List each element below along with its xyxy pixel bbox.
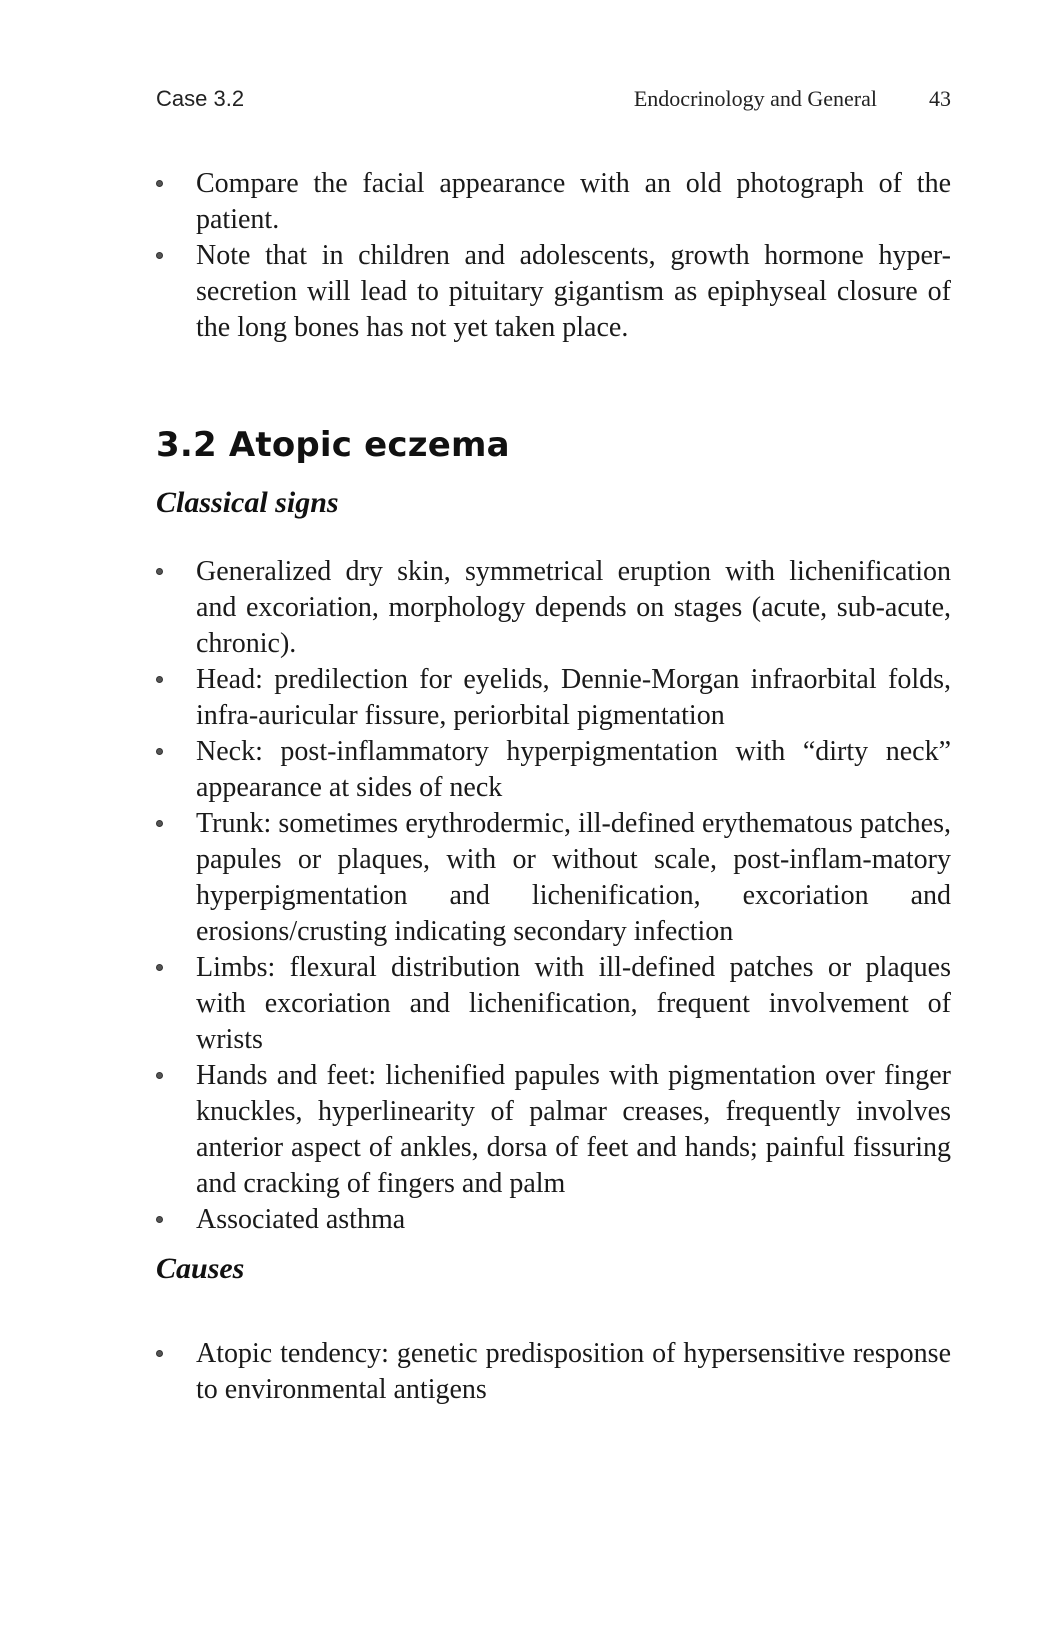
- list-item-text: Hands and feet: lichenified papules with pigmentation over finger knuckles, hyperlinearity of palmar creases, frequently involves anterior aspect of ankles, dorsa of feet and hands; painful fissuring and cracking of fingers and palm: [196, 1060, 951, 1199]
- list-item-text: Associated asthma: [196, 1204, 406, 1235]
- list-item-text: Note that in children and adolescents, growth hormone hyper-secretion will lead to pituitary gigantism as epiphyseal closure of the long bones has not yet taken place.: [196, 240, 951, 343]
- list-item-text: Neck: post-inflammatory hyperpigmentation with “dirty neck” appearance at sides of neck: [196, 736, 951, 803]
- bullet-icon: [156, 820, 163, 827]
- classical-signs-list: [156, 554, 951, 1238]
- list-item: [156, 1336, 951, 1408]
- list-item: [156, 1202, 951, 1238]
- bullet-icon: [156, 252, 163, 259]
- list-item: [156, 166, 951, 238]
- list-item-text: Trunk: sometimes erythrodermic, ill-defined erythematous patches, papules or plaques, with or without scale, post-inflam-matory hyperpigmentation and lichenification, excoriation and erosions/crusting indicating secondary infection: [196, 808, 951, 947]
- list-item-text: Atopic tendency: genetic predisposition of hypersensitive response to environmental antigens: [196, 1338, 951, 1405]
- list-item-text: Generalized dry skin, symmetrical eruption with lichenification and excoriation, morphology depends on stages (acute, sub-acute, chronic).: [196, 556, 951, 659]
- causes-heading: Causes: [156, 1252, 245, 1285]
- list-item-text: Limbs: flexural distribution with ill-defined patches or plaques with excoriation and lichenification, frequent involvement of wrists: [196, 952, 951, 1055]
- list-item: [156, 554, 951, 662]
- case-label: Case 3.2: [156, 86, 245, 111]
- intro-bullet-list: [156, 166, 951, 346]
- list-item: [156, 238, 951, 346]
- bullet-icon: [156, 676, 163, 683]
- bullet-icon: [156, 180, 163, 187]
- causes-list: [156, 1336, 951, 1408]
- bullet-icon: [156, 1216, 163, 1223]
- list-item: [156, 662, 951, 734]
- running-header: [156, 86, 951, 122]
- list-item: [156, 1058, 951, 1202]
- list-item: [156, 806, 951, 950]
- list-item: [156, 950, 951, 1058]
- bullet-icon: [156, 748, 163, 755]
- chapter-title: Endocrinology and General: [633, 86, 877, 111]
- section-title: 3.2 Atopic eczema: [156, 425, 510, 465]
- bullet-icon: [156, 568, 163, 575]
- page-number: 43: [929, 86, 951, 111]
- bullet-icon: [156, 1350, 163, 1357]
- bullet-icon: [156, 964, 163, 971]
- classical-signs-heading: Classical signs: [156, 486, 339, 519]
- bullet-icon: [156, 1072, 163, 1079]
- list-item-text: Head: predilection for eyelids, Dennie-Morgan infraorbital folds, infra-auricular fissure, periorbital pigmentation: [196, 664, 951, 731]
- list-item: [156, 734, 951, 806]
- list-item-text: Compare the facial appearance with an old photograph of the patient.: [196, 168, 951, 235]
